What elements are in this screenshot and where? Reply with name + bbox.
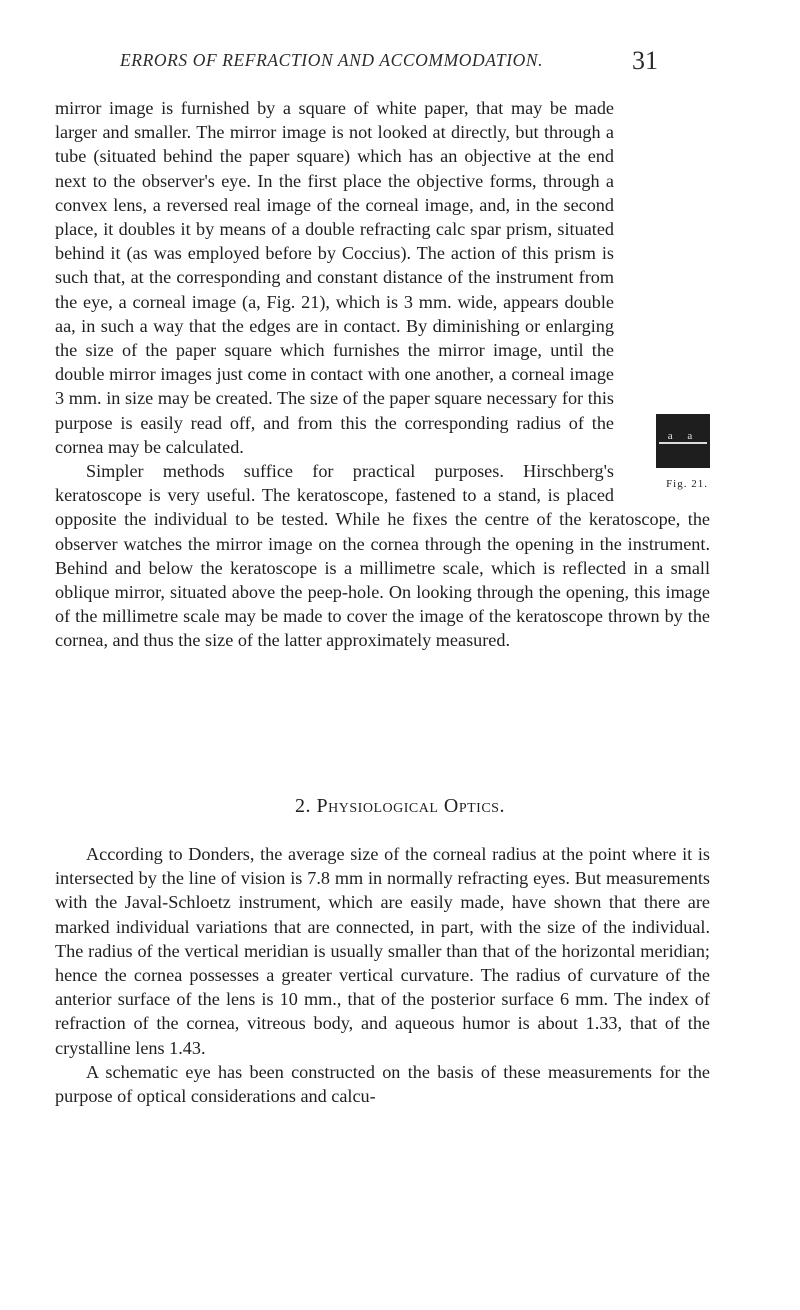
- paragraph-2: Simpler methods suffice for practical purposes. Hirschberg's keratoscope is very useful. The keratoscope, fastened to a stand, is placed opposite the individual to be tested. While he fixes the centre of the keratoscope, the observer watches the mirror image on the cornea through the opening in the instrument. Behind and below the keratoscope is a millimetre scale, which is reflected in a small oblique mirror, situated above the peep-hole. On looking through the opening, this image of the millimetre scale may be made to cover the image of the keratoscope thrown by the cornea, and thus the size of the latter approximately measured.: [55, 461, 710, 651]
- figure-21: [628, 414, 710, 496]
- section-heading: 2. Physiological Optics.: [295, 795, 505, 817]
- corneal-image-diagram: [656, 414, 710, 468]
- page-header: [0, 40, 800, 80]
- running-head: ERRORS OF REFRACTION AND ACCOMMODATION.: [120, 50, 544, 70]
- paragraph-3: According to Donders, the average size of the corneal radius at the point where it is intersected by the line of vision is 7.8 mm in normally refracting eyes. But measurements with the Javal-Schloetz instrument, which are easily made, have shown that there are marked individual variations that are connected, in part, with the size of the individual. The radius of the vertical meridian is usually smaller than that of the horizontal meridian; hence the cornea possesses a greater vertical curvature. The radius of curvature of the anterior surface of the lens is 10 mm., that of the posterior surface 6 mm. The index of refraction of the cornea, vitreous body, and aqueous humor is about 1.33, that of the crystalline lens 1.43.: [55, 844, 710, 1058]
- figure-edge-line: [659, 442, 707, 444]
- text-block-2: [55, 842, 710, 1108]
- paragraph-1: mirror image is furnished by a square of white paper, that may be made larger and smaller. The mirror image is not looked at directly, but through a tube (situated behind the paper square) which has an objective at the end next to the observer's eye. In the first place the objective forms, through a convex lens, a reversed real image of the corneal image, and, in the second place, it doubles it by means of a double refracting calc spar prism, situated behind it (as was employed before by Coccius). The action of this prism is such that, at the corresponding and constant distance of the instrument from the eye, a corneal image (a, Fig. 21), which is 3 mm. wide, appears double aa, in such a way that the edges are in contact. By diminishing or enlarging the size of the paper square which furnishes the mirror image, until the double mirror images just come in contact with one another, a corneal image 3 mm. in size may be created. The size of the paper square necessary for this purpose is easily read off, and from this the corresponding radius of the cornea may be calculated.: [55, 98, 614, 457]
- text-block-1: [55, 96, 710, 653]
- paragraph-4: A schematic eye has been constructed on the basis of these measurements for the purpose of optical considerations and calcu-: [55, 1061, 710, 1107]
- figure-caption: Fig. 21.: [666, 478, 708, 490]
- page-number: 31: [632, 46, 658, 75]
- figure-letters: a a: [667, 430, 699, 442]
